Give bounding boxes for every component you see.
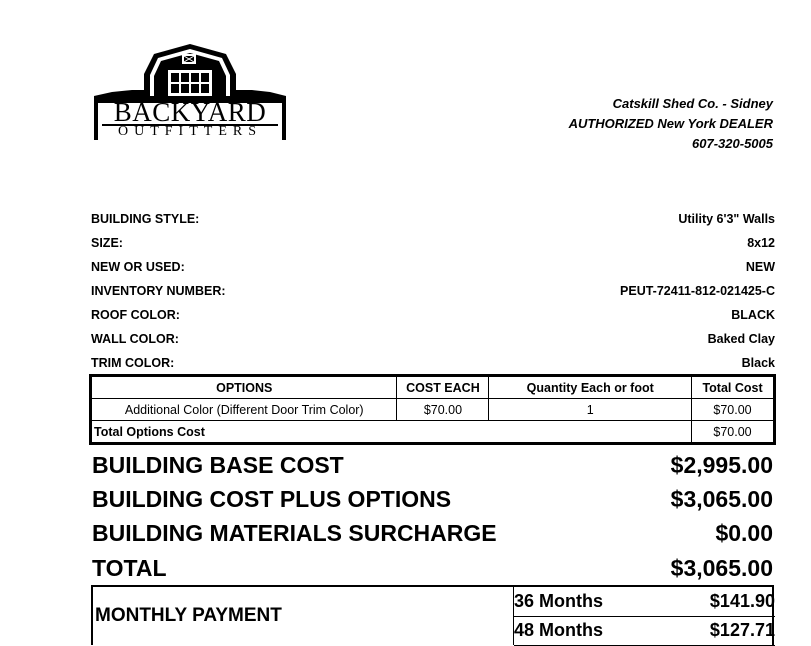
header-options: OPTIONS <box>92 377 397 399</box>
header-total-cost: Total Cost <box>692 377 774 399</box>
spec-value: PEUT-72411-812-021425-C <box>620 284 775 298</box>
plan-payment: $141.90 <box>709 591 775 611</box>
option-name: Additional Color (Different Door Trim Color) <box>92 399 397 421</box>
plan-term: 48 Months <box>514 620 604 640</box>
plan-row <box>514 616 775 646</box>
cost-row-plus-options <box>0 486 811 520</box>
spec-value: Baked Clay <box>707 332 775 346</box>
spec-row-size <box>0 236 811 256</box>
dealer-phone: 607-320-5005 <box>692 136 773 151</box>
cost-label: BUILDING BASE COST <box>92 452 344 478</box>
spec-value: Black <box>741 356 775 370</box>
spec-row-trim-color <box>0 356 811 376</box>
monthly-payment-label: MONTHLY PAYMENT <box>95 605 282 626</box>
backyard-outfitters-logo <box>92 40 288 144</box>
spec-value: BLACK <box>731 308 775 322</box>
spec-row-new-or-used <box>0 260 811 280</box>
spec-row-building-style <box>0 212 811 232</box>
options-total-label: Total Options Cost <box>92 421 692 443</box>
spec-label: ROOF COLOR: <box>91 308 180 322</box>
header-cost-each: COST EACH <box>397 377 489 399</box>
spec-label: TRIM COLOR: <box>91 356 175 370</box>
table-row <box>92 399 774 421</box>
spec-row-wall-color <box>0 332 811 352</box>
dealer-authorized: AUTHORIZED New York DEALER <box>568 116 773 131</box>
cost-label: TOTAL <box>92 555 167 581</box>
spec-value: NEW <box>745 260 775 274</box>
spec-label: WALL COLOR: <box>91 332 179 346</box>
plan-row <box>514 587 775 617</box>
cost-row-total <box>0 555 811 589</box>
cost-row-base <box>0 452 811 486</box>
spec-value: 8x12 <box>747 236 775 250</box>
options-total-value: $70.00 <box>692 421 774 443</box>
option-quantity: 1 <box>489 399 692 421</box>
cost-value: $3,065.00 <box>670 486 773 512</box>
cost-label: BUILDING MATERIALS SURCHARGE <box>92 520 497 546</box>
spec-label: SIZE: <box>91 236 123 250</box>
option-cost-each: $70.00 <box>397 399 489 421</box>
options-table-header <box>92 377 774 399</box>
spec-row-roof-color <box>0 308 811 328</box>
monthly-payment-box <box>91 585 774 645</box>
spec-value: Utility 6'3" Walls <box>678 212 775 226</box>
spec-label: BUILDING STYLE: <box>91 212 200 226</box>
cost-value: $3,065.00 <box>670 555 773 581</box>
header-quantity: Quantity Each or foot <box>489 377 692 399</box>
plan-term: 36 Months <box>514 591 604 611</box>
monthly-plans <box>513 587 775 645</box>
options-total-row <box>92 421 774 443</box>
option-total-cost: $70.00 <box>692 399 774 421</box>
logo-subtitle: OUTFITTERS <box>118 124 262 139</box>
spec-label: NEW OR USED: <box>91 260 185 274</box>
options-table <box>91 376 774 443</box>
spec-row-inventory-number <box>0 284 811 304</box>
spec-label: INVENTORY NUMBER: <box>91 284 226 298</box>
plan-payment: $127.71 <box>709 620 775 640</box>
cost-row-surcharge <box>0 520 811 554</box>
cost-value: $2,995.00 <box>670 452 773 478</box>
cost-value: $0.00 <box>715 520 773 546</box>
cost-label: BUILDING COST PLUS OPTIONS <box>92 486 452 512</box>
logo-wordmark: BACKYARD <box>113 97 267 127</box>
dealer-name: Catskill Shed Co. - Sidney <box>612 96 773 111</box>
